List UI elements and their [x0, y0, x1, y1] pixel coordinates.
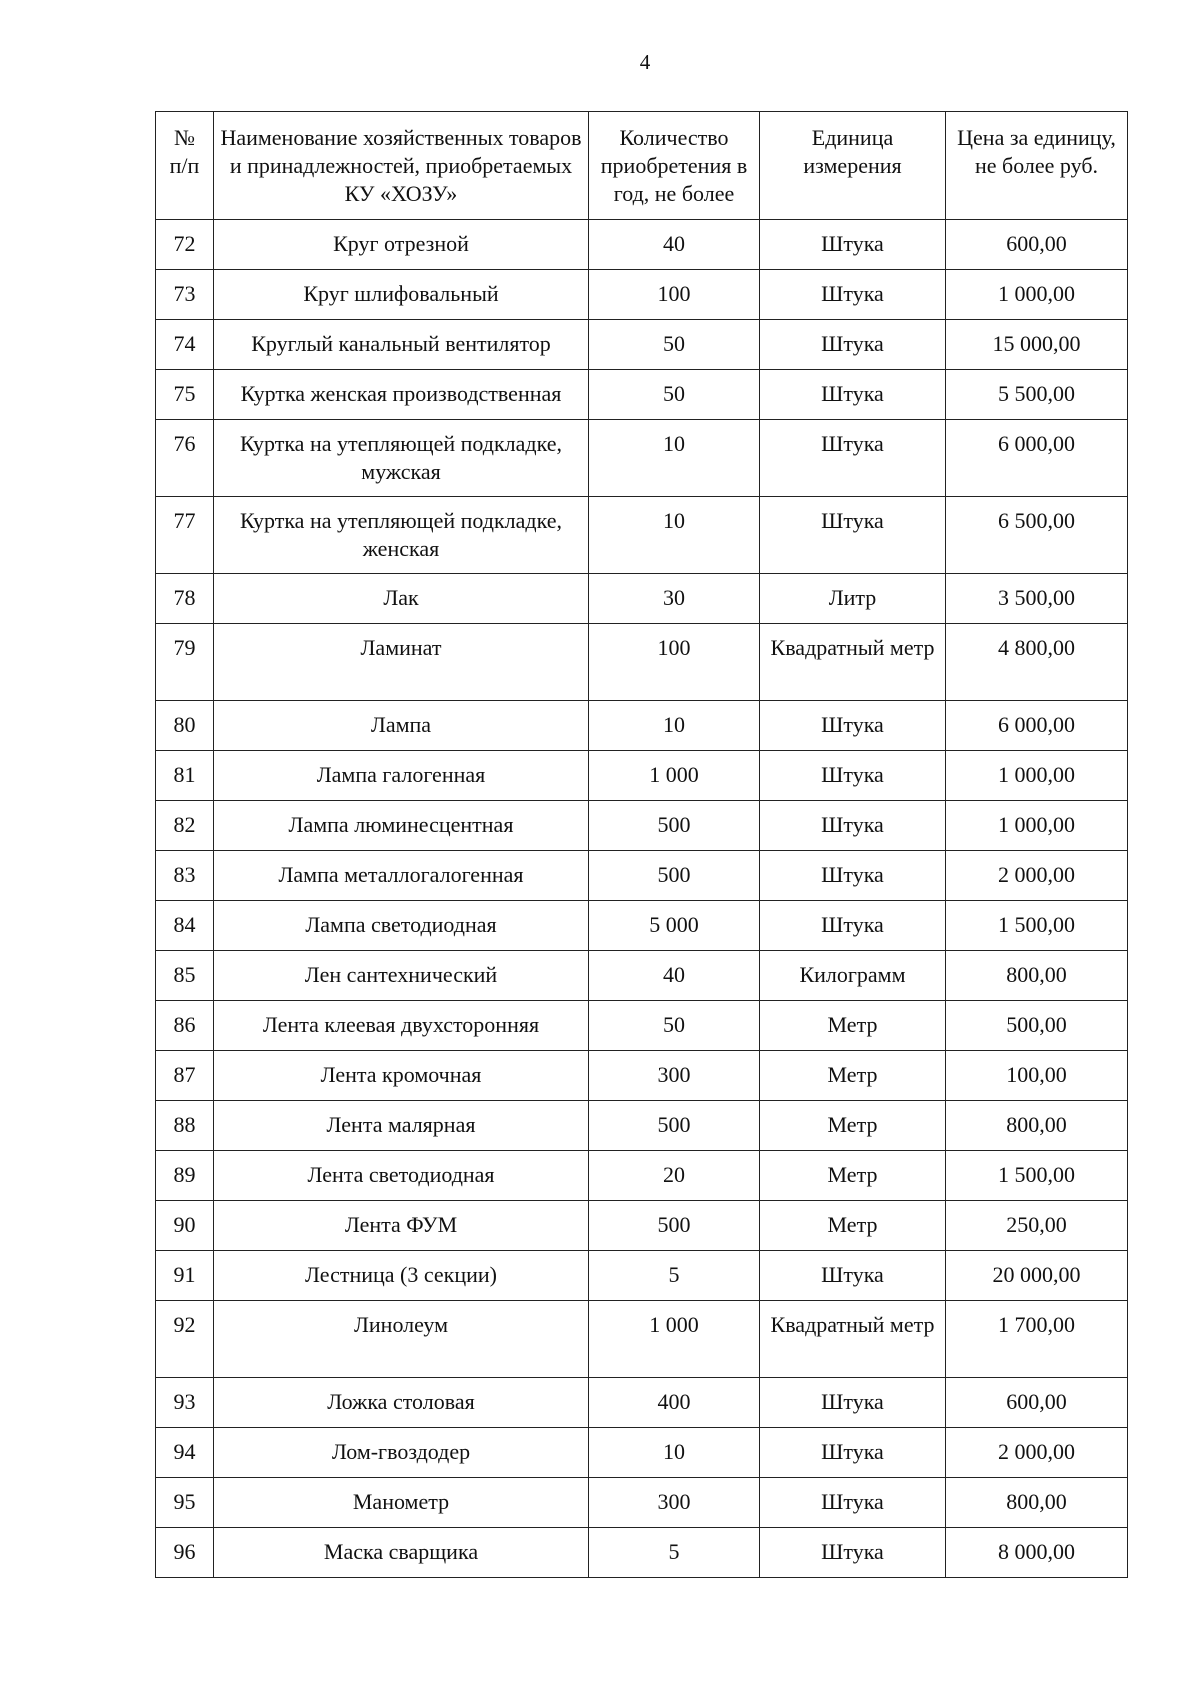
cell-quantity: 10: [589, 701, 760, 751]
cell-quantity: 500: [589, 1101, 760, 1151]
cell-number: 88: [156, 1101, 214, 1151]
table-row: [156, 1478, 1128, 1528]
cell-quantity: 40: [589, 951, 760, 1001]
cell-unit: Штука: [760, 270, 946, 320]
cell-quantity: 1 000: [589, 751, 760, 801]
page-number: 4: [639, 50, 651, 74]
cell-number: 76: [156, 420, 214, 497]
cell-number: 83: [156, 851, 214, 901]
cell-unit: Метр: [760, 1101, 946, 1151]
cell-unit: Штука: [760, 901, 946, 951]
cell-number: 90: [156, 1201, 214, 1251]
cell-price: 1 700,00: [946, 1301, 1128, 1378]
table-row: [156, 1378, 1128, 1428]
cell-name: Лампа светодиодная: [214, 901, 589, 951]
cell-name: Круглый канальный вентилятор: [214, 320, 589, 370]
cell-price: 800,00: [946, 1101, 1128, 1151]
cell-name: Лента светодиодная: [214, 1151, 589, 1201]
header-quantity: Количество приобретения в год, не более: [589, 112, 760, 220]
cell-quantity: 100: [589, 270, 760, 320]
table-row: [156, 624, 1128, 701]
table-row: [156, 1151, 1128, 1201]
cell-number: 91: [156, 1251, 214, 1301]
cell-quantity: 30: [589, 574, 760, 624]
cell-quantity: 50: [589, 370, 760, 420]
cell-number: 72: [156, 220, 214, 270]
cell-number: 75: [156, 370, 214, 420]
cell-number: 85: [156, 951, 214, 1001]
cell-price: 4 800,00: [946, 624, 1128, 701]
cell-price: 6 000,00: [946, 701, 1128, 751]
header-unit: Единица измерения: [760, 112, 946, 220]
cell-price: 6 500,00: [946, 497, 1128, 574]
table-row: [156, 1428, 1128, 1478]
table-row: [156, 1251, 1128, 1301]
cell-quantity: 20: [589, 1151, 760, 1201]
cell-unit: Метр: [760, 1051, 946, 1101]
cell-number: 95: [156, 1478, 214, 1528]
cell-price: 2 000,00: [946, 851, 1128, 901]
cell-price: 800,00: [946, 951, 1128, 1001]
table-row: [156, 370, 1128, 420]
cell-quantity: 100: [589, 624, 760, 701]
cell-name: Лента малярная: [214, 1101, 589, 1151]
cell-number: 78: [156, 574, 214, 624]
cell-number: 94: [156, 1428, 214, 1478]
table-row: [156, 497, 1128, 574]
table-row: [156, 1301, 1128, 1378]
cell-quantity: 50: [589, 1001, 760, 1051]
goods-table: [155, 111, 1128, 1578]
cell-unit: Штука: [760, 1251, 946, 1301]
cell-price: 250,00: [946, 1201, 1128, 1251]
table-row: [156, 574, 1128, 624]
cell-price: 500,00: [946, 1001, 1128, 1051]
cell-quantity: 5 000: [589, 901, 760, 951]
cell-number: 74: [156, 320, 214, 370]
cell-quantity: 10: [589, 497, 760, 574]
cell-number: 77: [156, 497, 214, 574]
cell-price: 15 000,00: [946, 320, 1128, 370]
header-number: № п/п: [156, 112, 214, 220]
cell-name: Лом-гвоздодер: [214, 1428, 589, 1478]
cell-price: 1 000,00: [946, 801, 1128, 851]
cell-unit: Литр: [760, 574, 946, 624]
cell-name: Лента ФУМ: [214, 1201, 589, 1251]
table-row: [156, 420, 1128, 497]
cell-price: 20 000,00: [946, 1251, 1128, 1301]
cell-name: Куртка на утепляющей подкладке, мужская: [214, 420, 589, 497]
table-row: [156, 1051, 1128, 1101]
cell-unit: Штука: [760, 497, 946, 574]
cell-name: Лампа: [214, 701, 589, 751]
cell-unit: Метр: [760, 1001, 946, 1051]
header-name: Наименование хозяйственных товаров и принадлежностей, приобретаемых КУ «ХОЗУ»: [214, 112, 589, 220]
cell-unit: Штука: [760, 420, 946, 497]
table-row: [156, 1001, 1128, 1051]
cell-number: 93: [156, 1378, 214, 1428]
table-row: [156, 901, 1128, 951]
header-row: [156, 112, 1128, 220]
cell-name: Маска сварщика: [214, 1528, 589, 1578]
cell-quantity: 500: [589, 851, 760, 901]
cell-price: 2 000,00: [946, 1428, 1128, 1478]
cell-number: 81: [156, 751, 214, 801]
cell-unit: Штука: [760, 1478, 946, 1528]
table-header: [156, 112, 1128, 220]
cell-price: 1 000,00: [946, 751, 1128, 801]
table-body: [156, 220, 1128, 1578]
table-row: [156, 951, 1128, 1001]
cell-price: 1 000,00: [946, 270, 1128, 320]
cell-quantity: 10: [589, 420, 760, 497]
cell-quantity: 500: [589, 1201, 760, 1251]
table-row: [156, 701, 1128, 751]
cell-number: 89: [156, 1151, 214, 1201]
cell-number: 86: [156, 1001, 214, 1051]
cell-price: 3 500,00: [946, 574, 1128, 624]
cell-name: Лента клеевая двухсторонняя: [214, 1001, 589, 1051]
cell-quantity: 40: [589, 220, 760, 270]
cell-price: 600,00: [946, 220, 1128, 270]
header-price: Цена за единицу, не более руб.: [946, 112, 1128, 220]
cell-unit: Штука: [760, 220, 946, 270]
cell-price: 1 500,00: [946, 1151, 1128, 1201]
cell-number: 96: [156, 1528, 214, 1578]
cell-name: Лампа люминесцентная: [214, 801, 589, 851]
table-row: [156, 1101, 1128, 1151]
cell-quantity: 1 000: [589, 1301, 760, 1378]
table-row: [156, 1528, 1128, 1578]
cell-number: 84: [156, 901, 214, 951]
table-row: [156, 1201, 1128, 1251]
cell-unit: Метр: [760, 1151, 946, 1201]
cell-name: Ламинат: [214, 624, 589, 701]
cell-price: 800,00: [946, 1478, 1128, 1528]
cell-name: Куртка женская производственная: [214, 370, 589, 420]
cell-unit: Штука: [760, 1378, 946, 1428]
cell-name: Круг шлифовальный: [214, 270, 589, 320]
cell-quantity: 10: [589, 1428, 760, 1478]
cell-price: 600,00: [946, 1378, 1128, 1428]
cell-unit: Штука: [760, 851, 946, 901]
cell-name: Ложка столовая: [214, 1378, 589, 1428]
cell-name: Лента кромочная: [214, 1051, 589, 1101]
cell-name: Лампа галогенная: [214, 751, 589, 801]
cell-name: Манометр: [214, 1478, 589, 1528]
cell-number: 80: [156, 701, 214, 751]
cell-unit: Штука: [760, 801, 946, 851]
cell-number: 79: [156, 624, 214, 701]
cell-unit: Квадратный метр: [760, 1301, 946, 1378]
cell-price: 1 500,00: [946, 901, 1128, 951]
cell-unit: Штука: [760, 751, 946, 801]
cell-quantity: 500: [589, 801, 760, 851]
cell-name: Лампа металлогалогенная: [214, 851, 589, 901]
cell-number: 73: [156, 270, 214, 320]
cell-name: Лен сантехнический: [214, 951, 589, 1001]
table-row: [156, 801, 1128, 851]
table-row: [156, 270, 1128, 320]
cell-unit: Штука: [760, 370, 946, 420]
cell-name: Круг отрезной: [214, 220, 589, 270]
cell-name: Линолеум: [214, 1301, 589, 1378]
cell-number: 92: [156, 1301, 214, 1378]
cell-name: Куртка на утепляющей подкладке, женская: [214, 497, 589, 574]
cell-unit: Штука: [760, 701, 946, 751]
cell-price: 8 000,00: [946, 1528, 1128, 1578]
cell-unit: Штука: [760, 1528, 946, 1578]
table-row: [156, 220, 1128, 270]
cell-unit: Штука: [760, 320, 946, 370]
cell-unit: Штука: [760, 1428, 946, 1478]
cell-quantity: 5: [589, 1251, 760, 1301]
table-row: [156, 851, 1128, 901]
cell-price: 6 000,00: [946, 420, 1128, 497]
table-row: [156, 751, 1128, 801]
cell-unit: Квадратный метр: [760, 624, 946, 701]
cell-number: 87: [156, 1051, 214, 1101]
cell-unit: Килограмм: [760, 951, 946, 1001]
cell-quantity: 300: [589, 1478, 760, 1528]
cell-quantity: 50: [589, 320, 760, 370]
cell-name: Лак: [214, 574, 589, 624]
table-row: [156, 320, 1128, 370]
cell-name: Лестница (3 секции): [214, 1251, 589, 1301]
cell-price: 100,00: [946, 1051, 1128, 1101]
cell-price: 5 500,00: [946, 370, 1128, 420]
cell-quantity: 5: [589, 1528, 760, 1578]
cell-quantity: 300: [589, 1051, 760, 1101]
cell-number: 82: [156, 801, 214, 851]
cell-unit: Метр: [760, 1201, 946, 1251]
cell-quantity: 400: [589, 1378, 760, 1428]
